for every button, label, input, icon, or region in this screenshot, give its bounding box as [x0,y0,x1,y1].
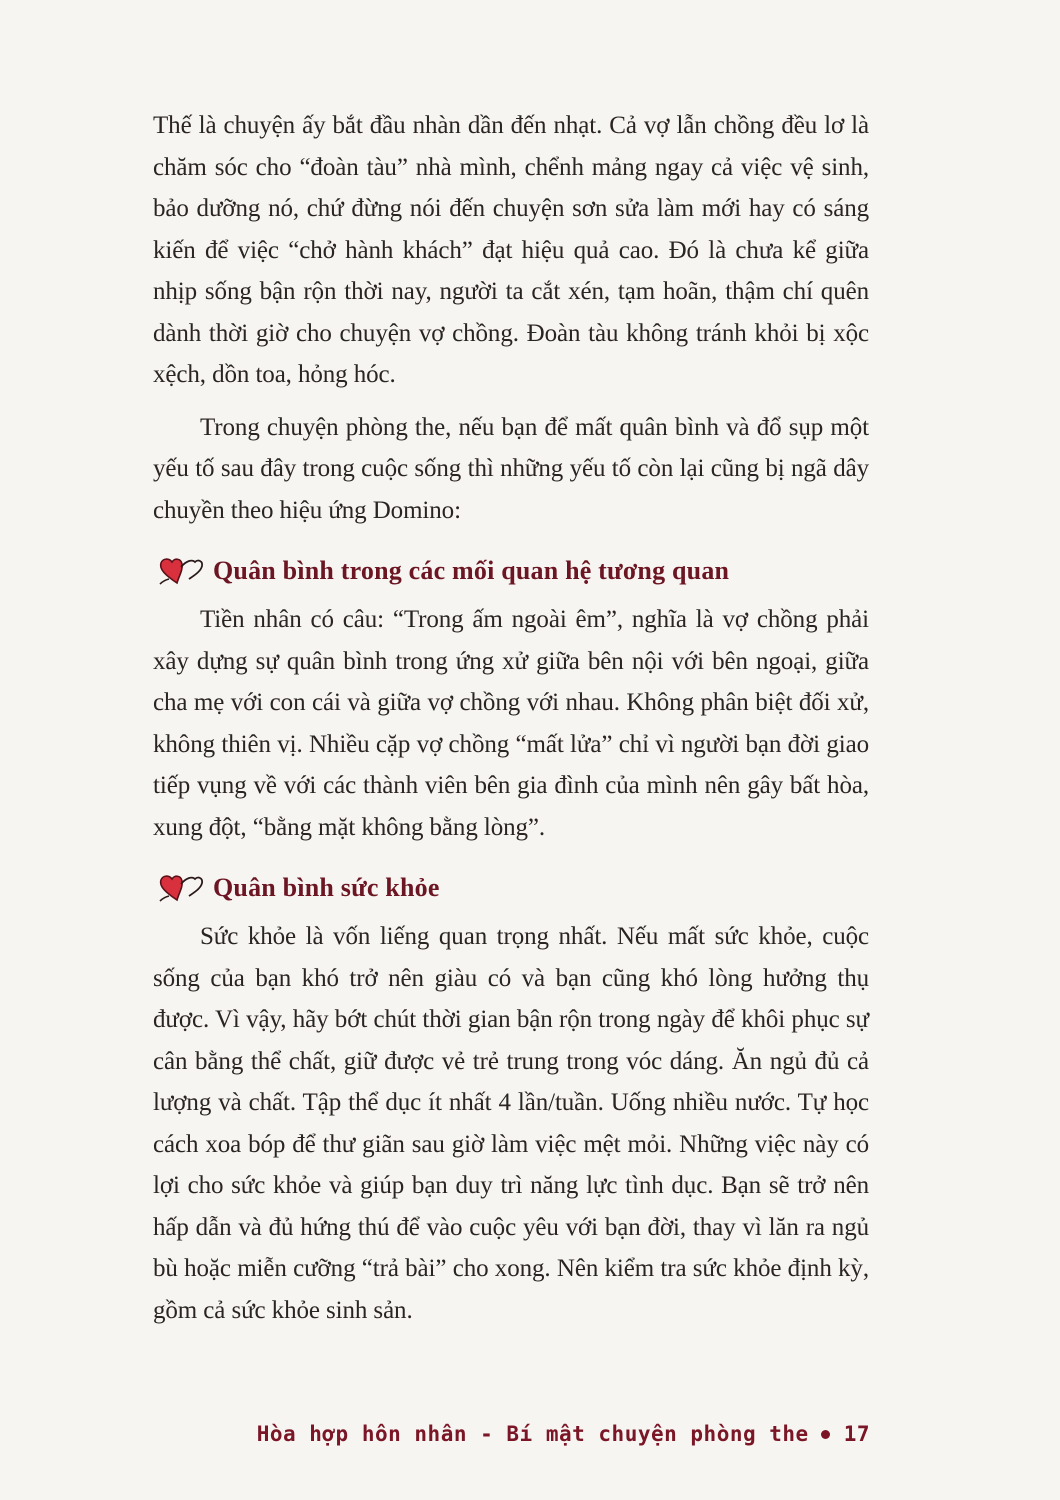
paragraph-health: Sức khỏe là vốn liếng quan trọng nhất. Nếu mất sức khỏe, cuộc sống của bạn khó trở nên giàu có và bạn cũng khó lòng hưởng thụ được. Vì vậy, hãy bớt chút thời gian bận rộn trong ngày để khôi phục sự cân bằng thể chất, giữ được vẻ trẻ trung trong vóc dáng. Ăn ngủ đủ cả lượng và chất. Tập thể dục ít nhất 4 lần/tuần. Uống nhiều nước. Tự học cách xoa bóp để thư giãn sau giờ làm việc mệt mỏi. Những việc này có lợi cho sức khỏe và giúp bạn duy trì năng lực tình dục. Bạn sẽ trở nên hấp dẫn và đủ hứng thú để vào cuộc yêu với bạn đời, thay vì lăn ra ngủ bù hoặc miễn cưỡng “trả bài” cho xong. Nên kiểm tra sức khỏe định kỳ, gồm cả sức khỏe sinh sản. [153,923,869,1324]
page-footer [257,1422,870,1446]
paragraph-intro-2: Trong chuyện phòng the, nếu bạn để mất quân bình và đổ sụp một yếu tố sau đây trong cuộc sống thì những yếu tố còn lại cũng bị ngã dây chuyền theo hiệu ứng Domino: [153,413,869,524]
running-title: Hòa hợp hôn nhân - Bí mật chuyện phòng the [256,1422,809,1446]
paragraph-relationships: Tiền nhân có câu: “Trong ấm ngoài êm”, nghĩa là vợ chồng phải xây dựng sự quân bình trong ứng xử giữa bên nội với bên ngoại, giữa cha mẹ với con cái và giữa vợ chồng với nhau. Không phân biệt đối xử, không thiên vị. Nhiều cặp vợ chồng “mất lửa” chỉ vì người bạn đời giao tiếp vụng về với các thành viên bên gia đình của mình nên gây bất hòa, xung đột, “bằng mặt không bằng lòng”. [153,606,869,841]
section-heading-health [153,866,869,910]
paragraph-intro-1: Thế là chuyện ấy bắt đầu nhàn dần đến nhạt. Cả vợ lẫn chồng đều lơ là chăm sóc cho “đoàn tàu” nhà mình, chểnh mảng ngay cả việc vệ sinh, bảo dưỡng nó, chứ đừng nói đến chuyện sơn sửa làm mới hay có sáng kiến để việc “chở hành khách” đạt hiệu quả cao. Đó là chưa kể giữa nhịp sống bận rộn thời nay, người ta cắt xén, tạm hoãn, thậm chí quên dành thời giờ cho chuyện vợ chồng. Đoàn tàu không tránh khỏi bị xộc xệch, dồn toa, hỏng hóc. [153,112,869,388]
page-body [153,105,869,1331]
section-heading-text: Quân bình trong các mối quan hệ tương quan [213,556,730,585]
page-number: 17 [843,1422,870,1446]
section-heading-text: Quân bình sức khỏe [213,873,440,902]
footer-bullet [821,1430,830,1439]
double-heart-icon [155,553,205,589]
section-heading-relationships [153,549,869,593]
double-heart-icon [155,870,205,906]
